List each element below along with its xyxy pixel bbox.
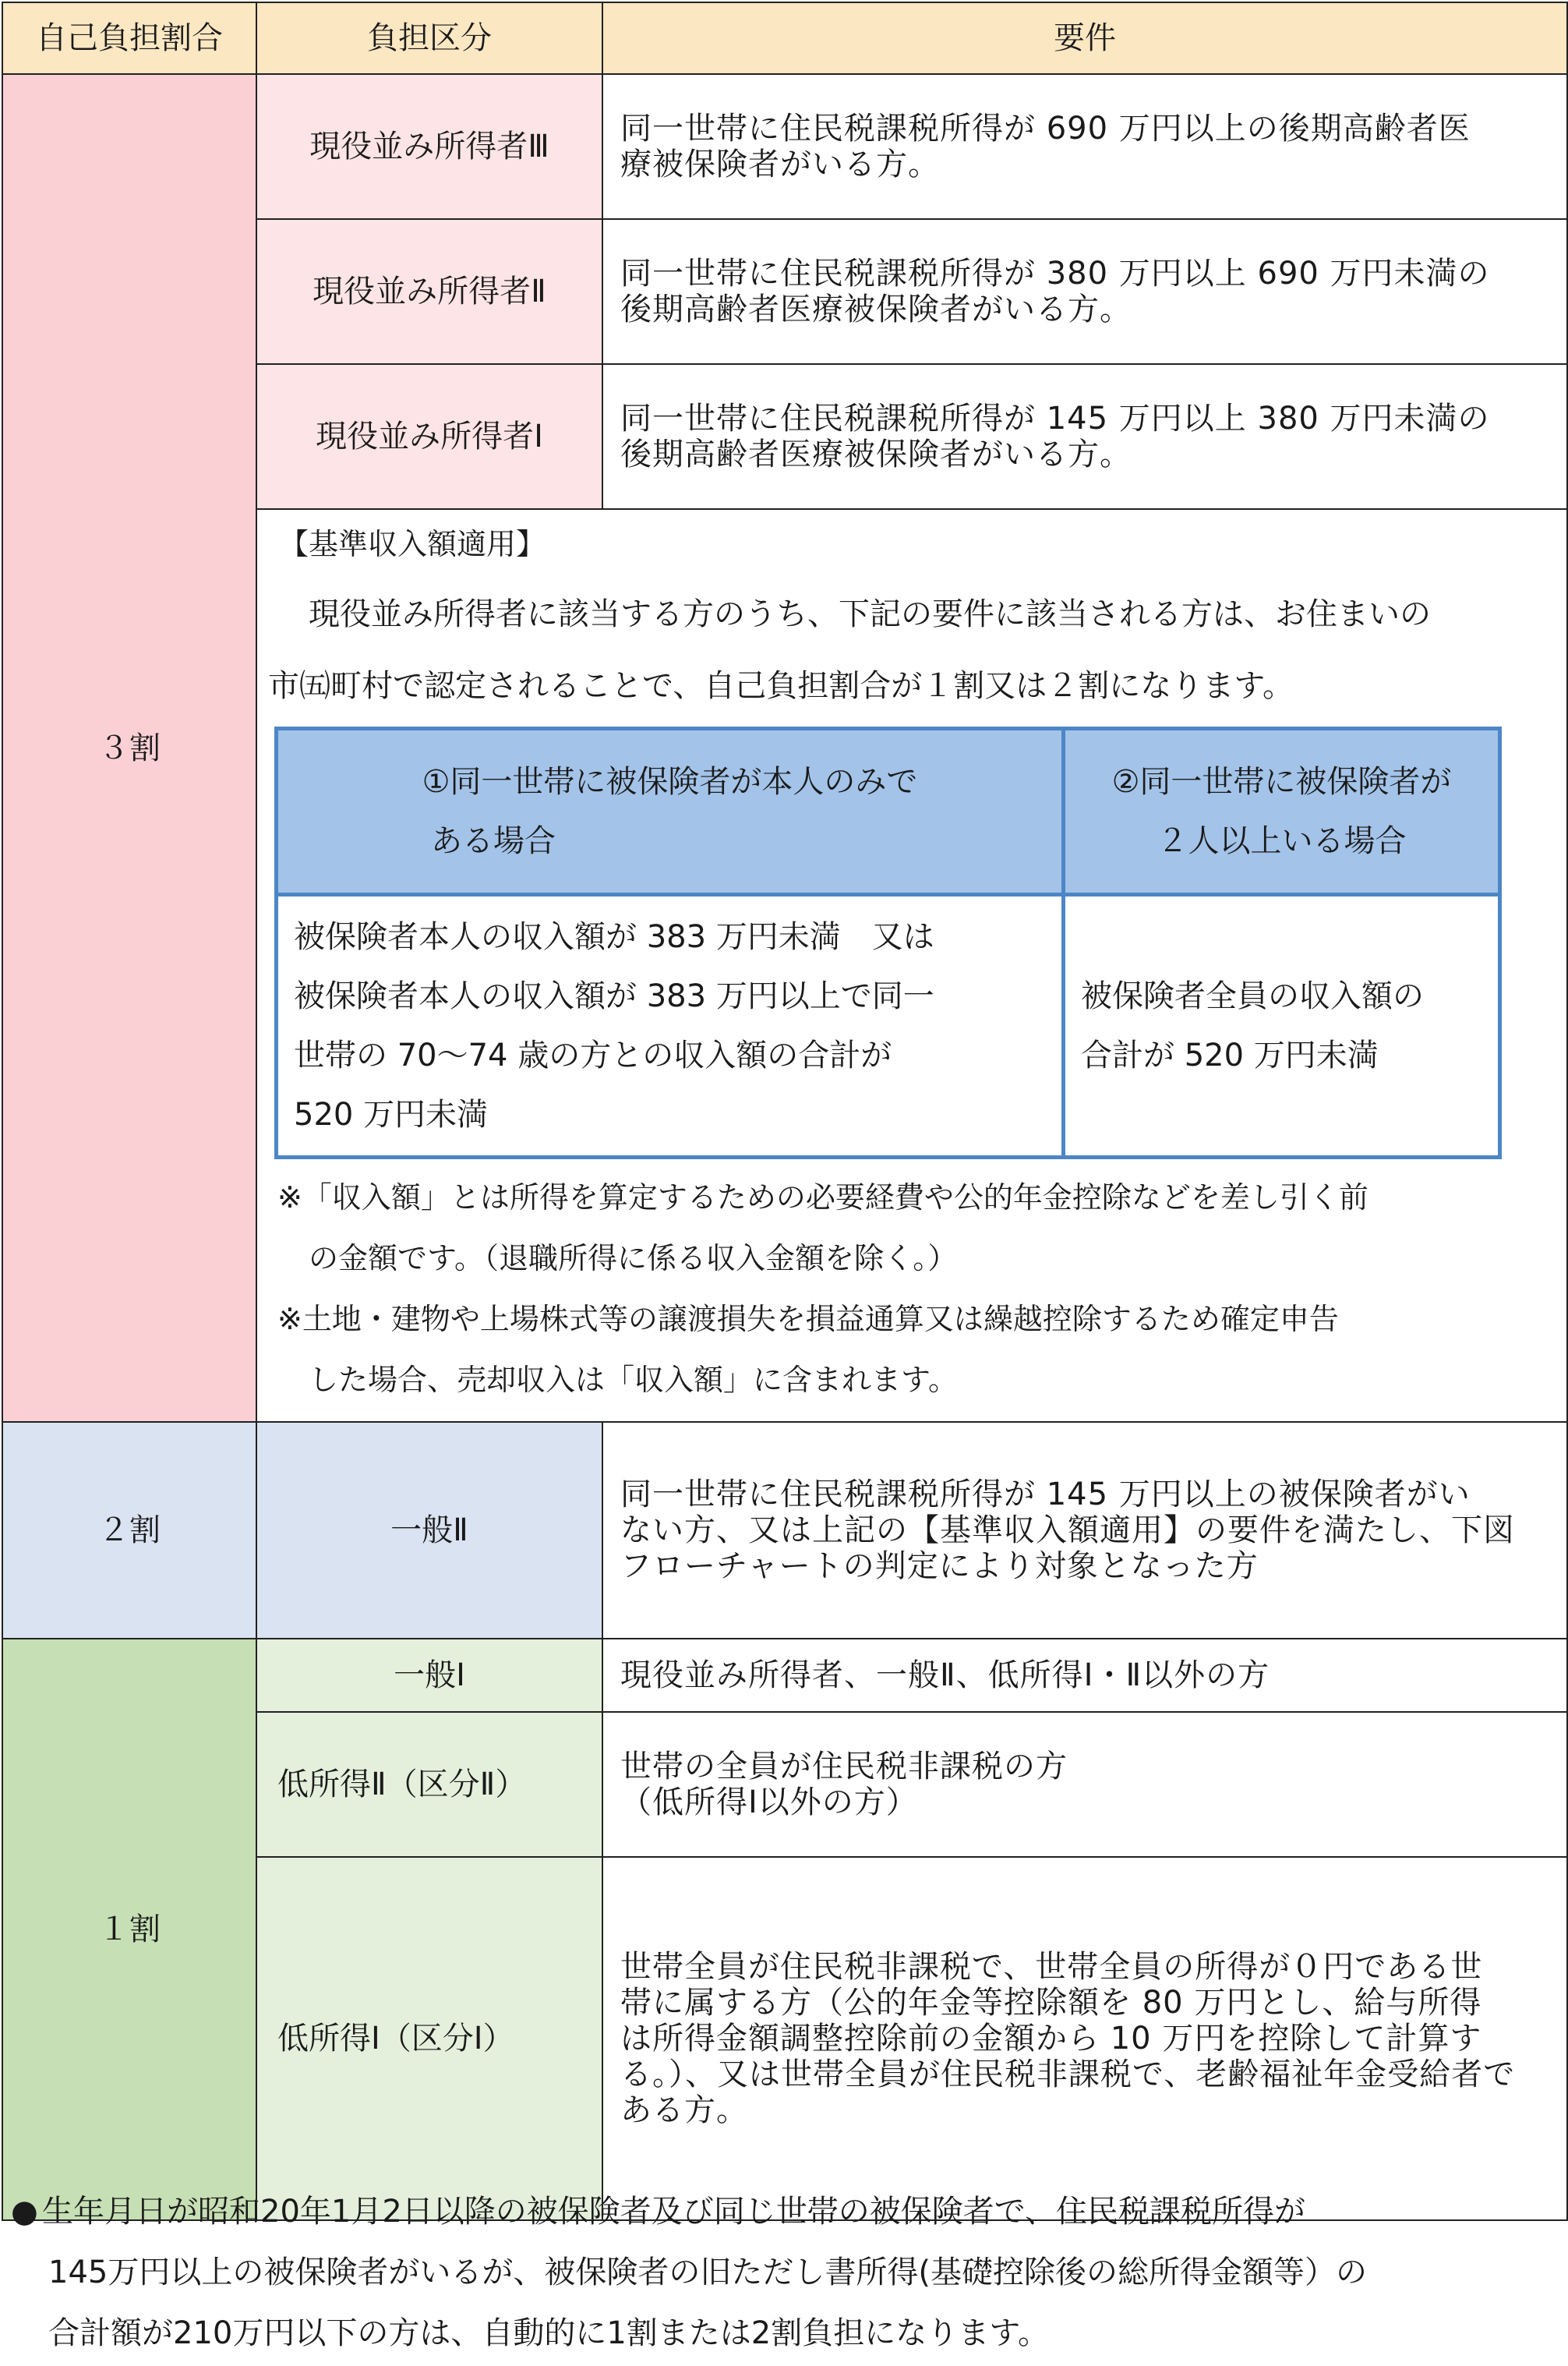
rate-cell-10: １割: [2, 1639, 256, 2220]
footer-note: ● 生年月日が昭和20年1月2日以降の被保険者及び同じ世帯の被保険者で、住民税課税所得が 145万円以上の被保険者がいるが、被保険者の旧ただし書所得(基礎控除後の総所得金額等）の 合計額が210万円以下の方は、自動的に1割または2割負担になります。: [11, 2181, 1562, 2364]
standard-income-body: 現役並み所得者に該当する方のうち、下記の要件に該当される方は、お住まいの 市㈤町村で認定されることで、自己負担割合が１割又は２割になります。: [268, 596, 1431, 704]
standard-income-conditions-table: [274, 727, 1502, 1159]
table-header-row: [2, 2, 1567, 74]
note-transfer-loss: ※土地・建物や上場株式等の譲渡損失を損益通算又は繰越控除するため確定申告: [277, 1302, 1339, 1336]
category-cell: 一般Ⅱ: [256, 1422, 602, 1639]
category-cell: 現役並み所得者Ⅲ: [256, 74, 602, 219]
requirement-cell: 同一世帯に住民税課税所得が 380 万円以上 690 万円未満の 後期高齢者医療被保険者がいる方。: [602, 219, 1567, 364]
requirement-cell: 同一世帯に住民税課税所得が 145 万円以上の被保険者がい ない方、又は上記の【基準収入額適用】の要件を満たし、下図 フローチャートの判定により対象となった方: [602, 1422, 1567, 1639]
header-self-burden-ratio: 自己負担割合: [2, 2, 256, 74]
condition-body-multiple: 被保険者全員の収入額の 合計が 520 万円未満: [1064, 895, 1500, 1158]
requirement-cell: 同一世帯に住民税課税所得が 690 万円以上の後期高齢者医 療被保険者がいる方。: [602, 74, 1567, 219]
condition-header-multiple: ②同一世帯に被保険者が ２人以上いる場合: [1064, 729, 1500, 895]
category-cell: 現役並み所得者Ⅰ: [256, 364, 602, 509]
standard-income-title: 【基準収入額適用】: [279, 527, 546, 561]
condition-header-single: ①同一世帯に被保険者が本人のみで ある場合: [277, 729, 1064, 895]
rate-cell-30: ３割: [2, 74, 256, 1422]
category-cell: 低所得Ⅰ（区分Ⅰ）: [256, 1857, 602, 2220]
condition-body-single: 被保険者本人の収入額が 383 万円未満 又は 被保険者本人の収入額が 383 万円以上で同一 世帯の 70～74 歳の方との収入額の合計が 520 万円未満: [277, 895, 1064, 1158]
table-row: [2, 74, 1567, 219]
category-cell: 一般Ⅰ: [256, 1639, 602, 1712]
standard-income-section: [256, 509, 1567, 1422]
requirement-cell: 世帯の全員が住民税非課税の方 （低所得Ⅰ以外の方）: [602, 1712, 1567, 1857]
category-cell: 現役並み所得者Ⅱ: [256, 219, 602, 364]
header-burden-category: 負担区分: [256, 2, 602, 74]
category-cell: 低所得Ⅱ（区分Ⅱ）: [256, 1712, 602, 1857]
table-row: [2, 1639, 1567, 1712]
requirement-cell: 同一世帯に住民税課税所得が 145 万円以上 380 万円未満の 後期高齢者医療被保険者がいる方。: [602, 364, 1567, 509]
burden-ratio-table: [2, 2, 1568, 2221]
notes: ※「収入額」とは所得を算定するための必要経費や公的年金控除などを差し引く前 の金額です。（退職所得に係る収入金額を除く。） ※土地・建物や上場株式等の譲渡損失を損益通算又は繰越控除するため確定申告 した場合、売却収入は「収入額」に含まれます。: [257, 1159, 1566, 1421]
rate-cell-20: ２割: [2, 1422, 256, 1639]
note-income-definition: ※「収入額」とは所得を算定するための必要経費や公的年金控除などを差し引く前: [277, 1180, 1368, 1215]
requirement-cell: 現役並み所得者、一般Ⅱ、低所得Ⅰ・Ⅱ以外の方: [602, 1639, 1567, 1712]
bullet-icon: ●: [11, 2194, 38, 2230]
table-row: [2, 1422, 1567, 1639]
requirement-cell: 世帯全員が住民税非課税で、世帯全員の所得が０円である世 帯に属する方（公的年金等控除額を 80 万円とし、給与所得 は所得金額調整控除前の金額から 10 万円を控除して計算す る。）、又は世帯全員が住民税非課税で、老齢福祉年金受給者で ある方。: [602, 1857, 1567, 2220]
header-requirements: 要件: [602, 2, 1567, 74]
